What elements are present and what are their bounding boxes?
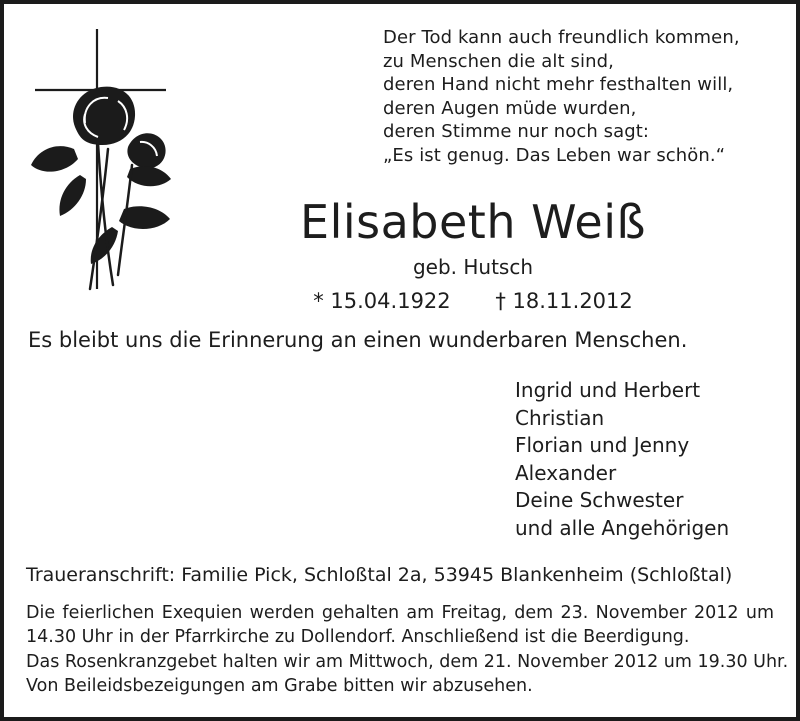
funeral-line: 14.30 Uhr in der Pfarrkirche zu Dollendorf. Anschließend ist die Beerdigung. [26,627,690,648]
poem-line: deren Stimme nur noch sagt: [383,121,650,142]
poem [383,26,783,167]
maiden-name: geb. Hutsch [412,255,534,279]
poem-line: deren Hand nicht mehr festhalten will, [383,74,734,95]
remembrance-line: Es bleibt uns die Erinnerung an einen wunderbaren Menschen. [28,328,688,352]
poem-line: deren Augen müde wurden, [383,97,637,119]
birth-date: * 15.04.1922 [313,289,451,313]
mourner-line: und alle Angehörigen [515,515,730,540]
mourner-line: Deine Schwester [515,488,684,512]
life-dates [150,289,796,313]
deceased-header [150,196,796,313]
mourners-list [515,377,785,542]
mourning-address: Traueranschrift: Familie Pick, Schloßtal 2a, 53945 Blankenheim (Schloßtal) [26,564,733,586]
funeral-line: Von Beileidsbezeigungen am Grabe bitten wir abzusehen. [26,675,533,696]
death-date: † 18.11.2012 [495,289,633,313]
deceased-name: Elisabeth Weiß [300,195,646,249]
mourner-line: Christian [515,405,605,430]
poem-line: zu Menschen die alt sind, [383,50,614,72]
mourner-line: Alexander [515,460,617,485]
funeral-line: Die feierlichen Exequien werden gehalten am Freitag, dem 23. November 2012 um [26,603,774,623]
funeral-details [26,601,789,698]
mourner-line: Florian und Jenny [515,433,690,457]
poem-line: „Es ist genug. Das Leben war schön.“ [383,144,726,166]
funeral-line: Das Rosenkranzgebet halten wir am Mittwoch, dem 21. November 2012 um 19.30 Uhr. [26,651,789,672]
poem-line: Der Tod kann auch freundlich kommen, [383,27,740,48]
mourner-line: Ingrid und Herbert [515,378,701,402]
